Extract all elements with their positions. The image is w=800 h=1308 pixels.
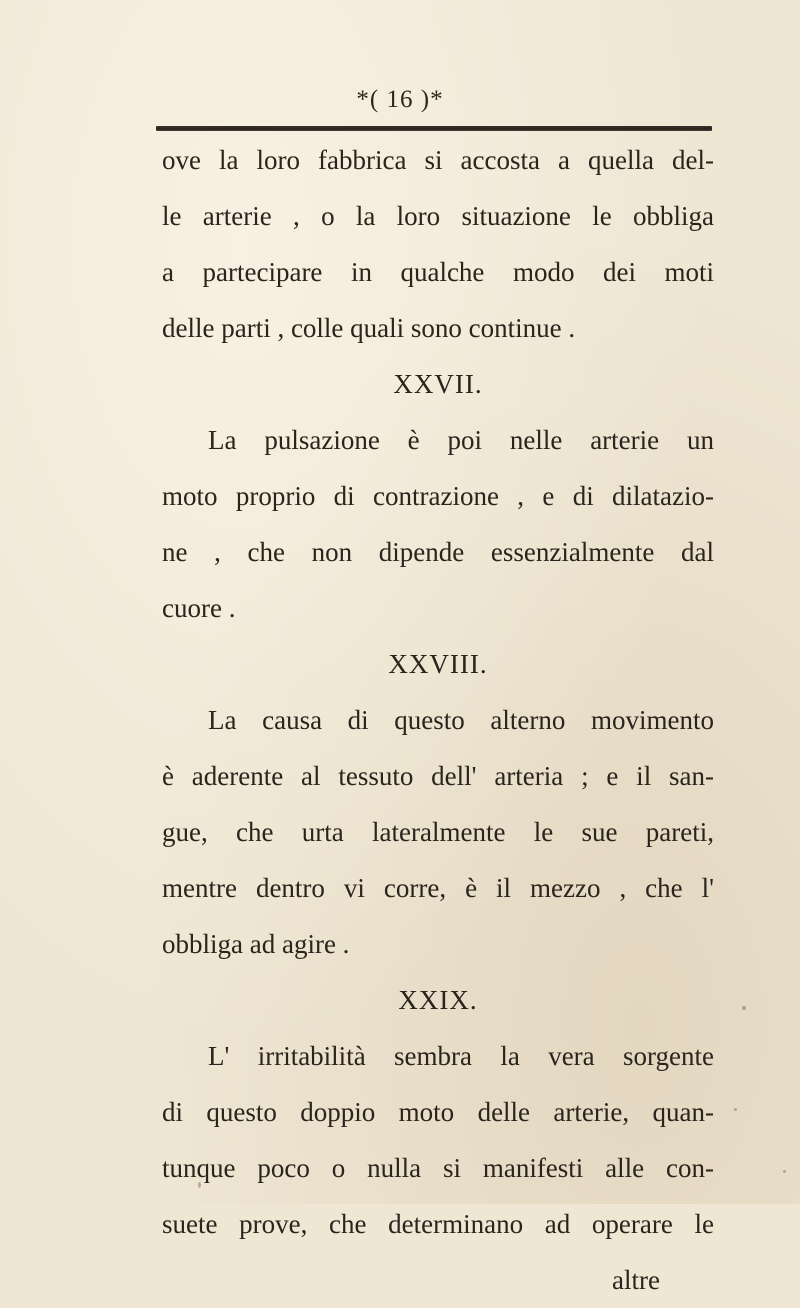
paper-speck [783,1170,786,1173]
text-line: di questo doppio moto delle arterie, quan- [162,1097,714,1127]
text-line: L' irritabilità sembra la vera sorgente [208,1041,714,1071]
text-line: moto proprio di contrazione , e di dilatazio- [162,481,714,511]
paper-speck [198,1182,201,1188]
catchword: altre [612,1265,660,1295]
section-heading: XXVII. [393,369,483,399]
page-number-header: *( 16 )* [356,86,444,113]
text-line: a partecipare in qualche modo dei moti [162,257,714,287]
text-line: mentre dentro vi corre, è il mezzo , che l' [162,873,714,903]
section-heading: XXVIII. [388,649,488,679]
text-line: delle parti , colle quali sono continue . [162,313,576,343]
text-line: obbliga ad agire . [162,929,350,959]
text-line: gue, che urta lateralmente le sue pareti, [162,817,714,847]
paper-speck [734,1108,737,1111]
text-line: ne , che non dipende essenzialmente dal [162,537,714,567]
header-rule [156,126,712,131]
paper-speck [742,1006,746,1010]
text-line: suete prove, che determinano ad operare le [162,1209,714,1239]
text-line: le arterie , o la loro situazione le obbliga [162,201,714,231]
text-line: La pulsazione è poi nelle arterie un [208,425,714,455]
text-line: La causa di questo alterno movimento [208,705,714,735]
text-line: cuore . [162,593,236,623]
text-line: ove la loro fabbrica si accosta a quella del- [162,145,714,175]
text-line: tunque poco o nulla si manifesti alle con- [162,1153,714,1183]
text-line: è aderente al tessuto dell' arteria ; e il san- [162,761,714,791]
page-body [162,132,714,1308]
section-heading: XXIX. [398,985,478,1015]
